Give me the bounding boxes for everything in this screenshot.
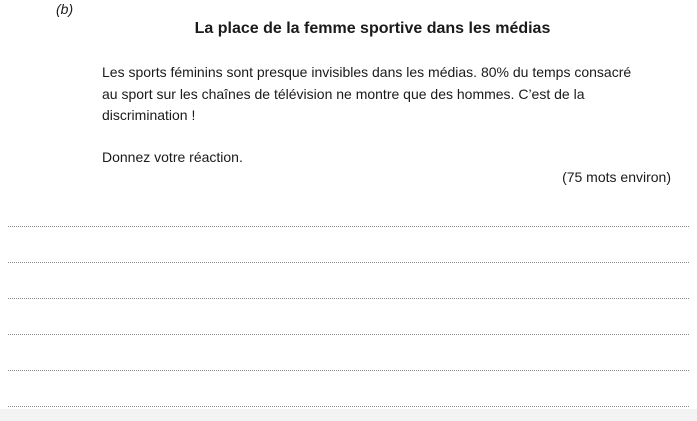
writing-line-3[interactable] (8, 298, 689, 299)
prompt-line-2: au sport sur les chaînes de télévision ne montre que des hommes. C’est de la (102, 85, 585, 102)
prompt-line-1: Les sports féminins sont presque invisibles dans les médias. 80% du temps consacré (102, 64, 632, 80)
page-bottom-edge (0, 409, 697, 421)
writing-line-2[interactable] (8, 262, 689, 263)
prompt-line-3: discrimination ! (102, 107, 196, 123)
question-title: La place de la femme sportive dans les médias (194, 20, 551, 37)
writing-line-5[interactable] (8, 370, 689, 371)
writing-line-4[interactable] (8, 334, 689, 335)
question-instruction: Donnez votre réaction. (102, 149, 243, 165)
writing-line-6[interactable] (8, 406, 689, 407)
question-part-label: (b) (56, 1, 74, 17)
word-count-hint: (75 mots environ) (562, 169, 671, 185)
answer-writing-area[interactable] (8, 0, 689, 421)
writing-line-1[interactable] (8, 226, 689, 227)
